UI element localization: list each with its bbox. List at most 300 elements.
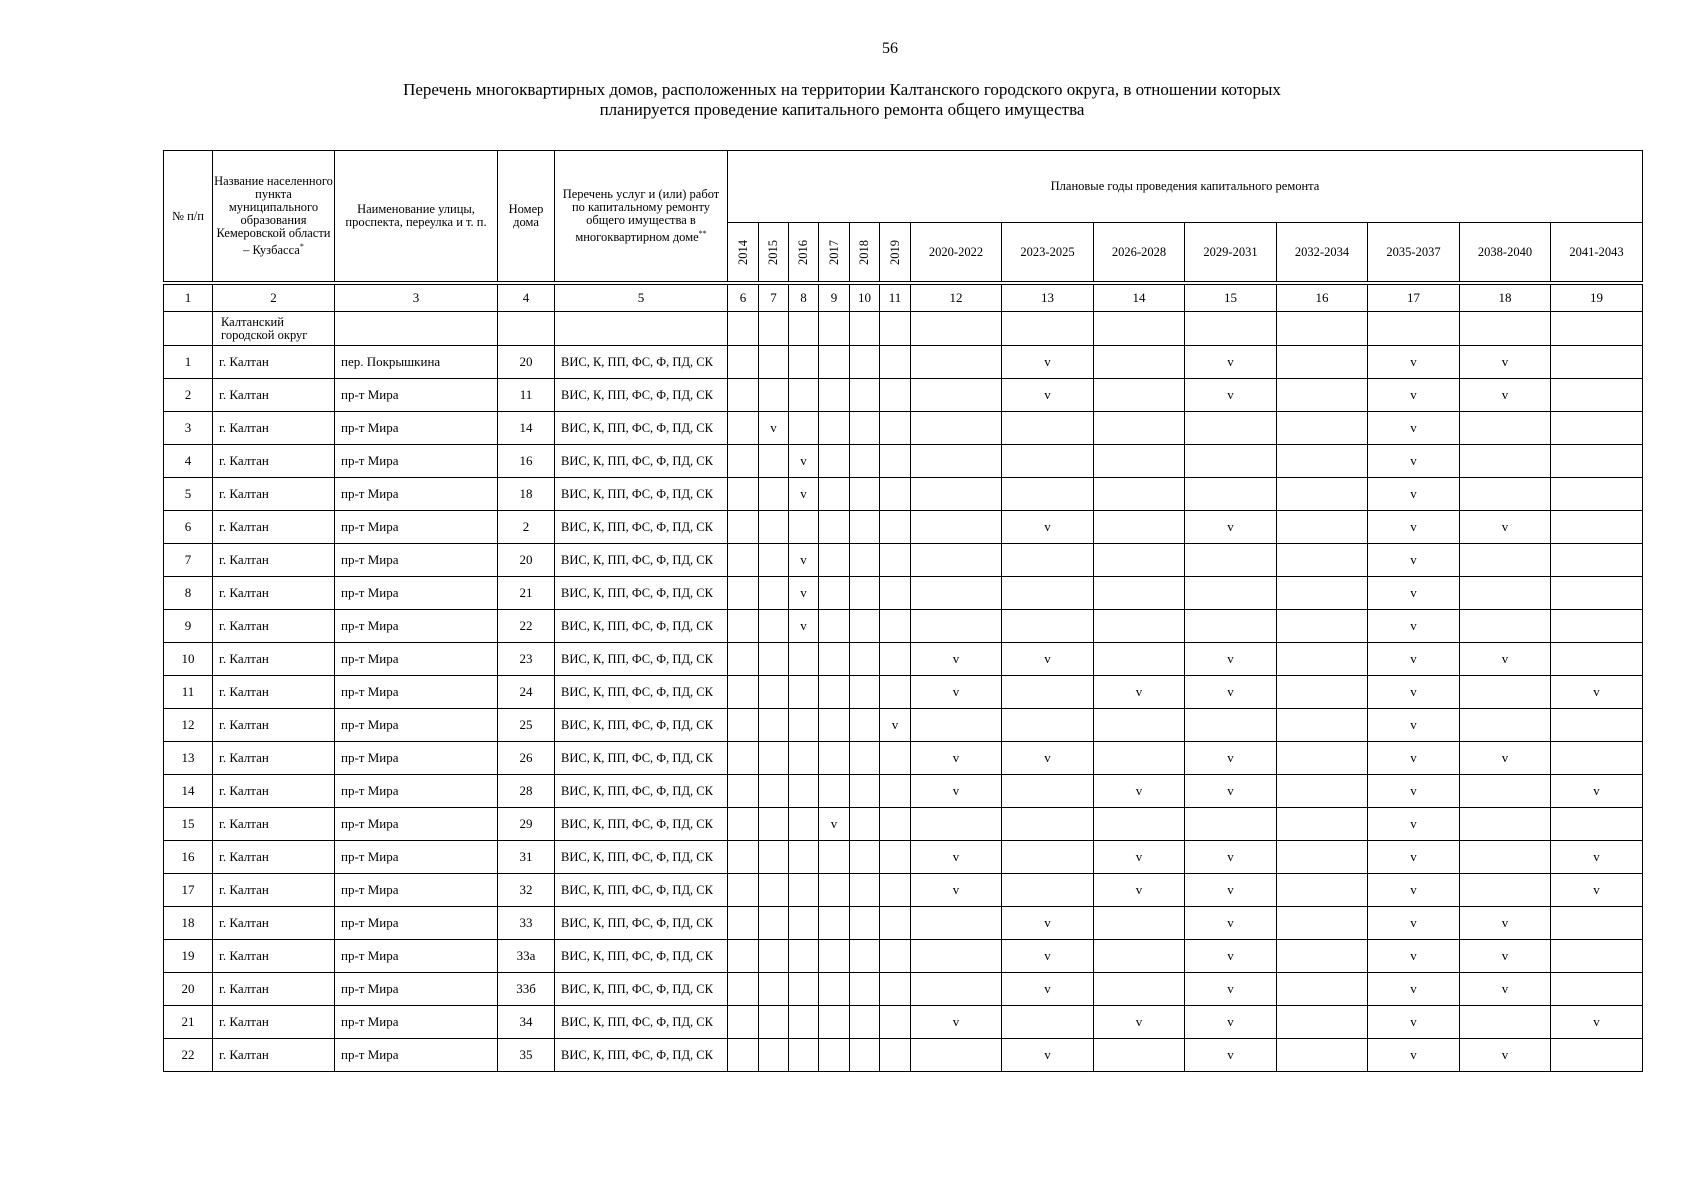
year-mark-cell: [819, 445, 850, 478]
street-cell: пр-т Мира: [335, 511, 498, 544]
street-cell: пр-т Мира: [335, 709, 498, 742]
year-mark-cell: v: [1094, 676, 1185, 709]
year-mark-cell: [789, 676, 819, 709]
year-mark-cell: [728, 940, 759, 973]
works-cell: ВИС, К, ПП, ФС, Ф, ПД, СК: [555, 577, 728, 610]
house-number-cell: 29: [498, 808, 555, 841]
year-mark-cell: [789, 1039, 819, 1072]
column-number: 9: [819, 285, 850, 312]
year-mark-cell: v: [1368, 610, 1460, 643]
row-number: 5: [164, 478, 213, 511]
empty-cell: [1551, 312, 1643, 346]
header-year-label: 2015: [766, 239, 780, 265]
row-number: 4: [164, 445, 213, 478]
year-mark-cell: [789, 742, 819, 775]
header-year-2015: [759, 223, 789, 282]
house-number-cell: 26: [498, 742, 555, 775]
year-mark-cell: [819, 346, 850, 379]
year-mark-cell: [789, 511, 819, 544]
header-works-text: Перечень услуг и (или) работ по капитальному ремонту общего имущества в многоквартирном доме: [562, 186, 720, 245]
row-number: 14: [164, 775, 213, 808]
house-number-cell: 24: [498, 676, 555, 709]
year-mark-cell: v: [1368, 346, 1460, 379]
year-mark-cell: v: [1185, 775, 1277, 808]
year-mark-cell: v: [1002, 973, 1094, 1006]
year-mark-cell: v: [1368, 478, 1460, 511]
year-mark-cell: [1094, 346, 1185, 379]
year-mark-cell: [880, 577, 911, 610]
empty-cell: [911, 312, 1002, 346]
year-mark-cell: [728, 478, 759, 511]
year-mark-cell: v: [1368, 742, 1460, 775]
year-mark-cell: [759, 841, 789, 874]
settlement-cell: г. Калтан: [213, 742, 335, 775]
house-number-cell: 33а: [498, 940, 555, 973]
house-number-cell: 11: [498, 379, 555, 412]
street-cell: пр-т Мира: [335, 775, 498, 808]
street-cell: пр-т Мира: [335, 445, 498, 478]
year-mark-cell: [1002, 775, 1094, 808]
table-row: [164, 1039, 1643, 1072]
year-mark-cell: [911, 478, 1002, 511]
table-row: [164, 379, 1643, 412]
year-mark-cell: v: [789, 610, 819, 643]
column-number: 1: [164, 285, 213, 312]
year-mark-cell: [1277, 841, 1368, 874]
header-settlement: [213, 151, 335, 282]
year-mark-cell: [1551, 544, 1643, 577]
year-mark-cell: v: [1368, 973, 1460, 1006]
year-mark-cell: [819, 544, 850, 577]
row-number: 11: [164, 676, 213, 709]
year-mark-cell: [880, 676, 911, 709]
year-mark-cell: [1094, 709, 1185, 742]
year-mark-cell: [728, 973, 759, 1006]
year-mark-cell: v: [1368, 544, 1460, 577]
table-row: [164, 643, 1643, 676]
empty-cell: [850, 312, 880, 346]
year-mark-cell: v: [1185, 346, 1277, 379]
year-mark-cell: [1460, 412, 1551, 445]
works-cell: ВИС, К, ПП, ФС, Ф, ПД, СК: [555, 709, 728, 742]
year-mark-cell: [1460, 709, 1551, 742]
row-number: 7: [164, 544, 213, 577]
year-mark-cell: [1094, 511, 1185, 544]
year-mark-cell: [850, 412, 880, 445]
header-year-2041-2043: 2041-2043: [1551, 223, 1643, 282]
street-cell: пр-т Мира: [335, 478, 498, 511]
repair-plan-table: [163, 150, 1643, 1072]
empty-cell: [1277, 312, 1368, 346]
empty-cell: [335, 312, 498, 346]
year-mark-cell: [1277, 346, 1368, 379]
works-cell: ВИС, К, ПП, ФС, Ф, ПД, СК: [555, 379, 728, 412]
header-year-2014: [728, 223, 759, 282]
table-row: [164, 577, 1643, 610]
year-mark-cell: [911, 511, 1002, 544]
year-mark-cell: [880, 973, 911, 1006]
year-mark-cell: [1551, 412, 1643, 445]
year-mark-cell: [880, 445, 911, 478]
year-mark-cell: [819, 775, 850, 808]
year-mark-cell: [1185, 610, 1277, 643]
works-cell: ВИС, К, ПП, ФС, Ф, ПД, СК: [555, 511, 728, 544]
year-mark-cell: v: [1368, 511, 1460, 544]
year-mark-cell: [1094, 973, 1185, 1006]
table-row: [164, 544, 1643, 577]
year-mark-cell: [850, 445, 880, 478]
year-mark-cell: v: [1368, 676, 1460, 709]
street-cell: пр-т Мира: [335, 973, 498, 1006]
year-mark-cell: [1551, 940, 1643, 973]
year-mark-cell: [1002, 841, 1094, 874]
column-number: 3: [335, 285, 498, 312]
column-number: 10: [850, 285, 880, 312]
year-mark-cell: [880, 379, 911, 412]
year-mark-cell: [911, 346, 1002, 379]
year-mark-cell: v: [1460, 973, 1551, 1006]
house-number-cell: 32: [498, 874, 555, 907]
year-mark-cell: [850, 577, 880, 610]
year-mark-cell: [819, 511, 850, 544]
year-mark-cell: v: [911, 874, 1002, 907]
year-mark-cell: [1460, 478, 1551, 511]
year-mark-cell: [759, 610, 789, 643]
year-mark-cell: [759, 973, 789, 1006]
year-mark-cell: [1185, 808, 1277, 841]
year-mark-cell: v: [1002, 511, 1094, 544]
year-mark-cell: [911, 709, 1002, 742]
year-mark-cell: [1277, 742, 1368, 775]
header-works-footnote-mark: **: [698, 228, 707, 238]
year-mark-cell: [1460, 676, 1551, 709]
year-mark-cell: [1185, 577, 1277, 610]
year-mark-cell: v: [1185, 940, 1277, 973]
year-mark-cell: [1002, 676, 1094, 709]
house-number-cell: 35: [498, 1039, 555, 1072]
street-cell: пр-т Мира: [335, 1039, 498, 1072]
house-number-cell: 14: [498, 412, 555, 445]
house-number-cell: 20: [498, 346, 555, 379]
year-mark-cell: [1277, 808, 1368, 841]
header-year-2018: [850, 223, 880, 282]
year-mark-cell: [1094, 544, 1185, 577]
year-mark-cell: [759, 709, 789, 742]
house-number-cell: 16: [498, 445, 555, 478]
settlement-cell: г. Калтан: [213, 412, 335, 445]
column-numbers-row: [164, 285, 1643, 312]
header-year-2038-2040: 2038-2040: [1460, 223, 1551, 282]
row-number: 12: [164, 709, 213, 742]
works-cell: ВИС, К, ПП, ФС, Ф, ПД, СК: [555, 808, 728, 841]
house-number-cell: 2: [498, 511, 555, 544]
year-mark-cell: [1460, 775, 1551, 808]
year-mark-cell: [819, 1039, 850, 1072]
year-mark-cell: v: [1460, 940, 1551, 973]
street-cell: пр-т Мира: [335, 676, 498, 709]
year-mark-cell: [880, 775, 911, 808]
year-mark-cell: v: [911, 1006, 1002, 1039]
year-mark-cell: [1551, 1039, 1643, 1072]
page-number: 56: [882, 40, 898, 57]
year-mark-cell: v: [1002, 742, 1094, 775]
year-mark-cell: [1277, 1006, 1368, 1039]
year-mark-cell: v: [1368, 907, 1460, 940]
year-mark-cell: [819, 907, 850, 940]
year-mark-cell: v: [1368, 874, 1460, 907]
settlement-cell: г. Калтан: [213, 577, 335, 610]
header-year-2019: [880, 223, 911, 282]
year-mark-cell: [880, 1006, 911, 1039]
year-mark-cell: [1002, 1006, 1094, 1039]
works-cell: ВИС, К, ПП, ФС, Ф, ПД, СК: [555, 643, 728, 676]
year-mark-cell: [880, 544, 911, 577]
year-mark-cell: [911, 907, 1002, 940]
row-number: 16: [164, 841, 213, 874]
year-mark-cell: [819, 973, 850, 1006]
year-mark-cell: [728, 676, 759, 709]
header-street: Наименование улицы, проспекта, переулка и т. п.: [335, 151, 498, 282]
header-year-2020-2022: 2020-2022: [911, 223, 1002, 282]
works-cell: ВИС, К, ПП, ФС, Ф, ПД, СК: [555, 676, 728, 709]
year-mark-cell: [850, 379, 880, 412]
works-cell: ВИС, К, ПП, ФС, Ф, ПД, СК: [555, 841, 728, 874]
column-number: 12: [911, 285, 1002, 312]
year-mark-cell: [789, 907, 819, 940]
year-mark-cell: [1002, 610, 1094, 643]
year-mark-cell: v: [789, 478, 819, 511]
empty-cell: [1368, 312, 1460, 346]
year-mark-cell: [1551, 709, 1643, 742]
year-mark-cell: [1277, 676, 1368, 709]
works-cell: ВИС, К, ПП, ФС, Ф, ПД, СК: [555, 907, 728, 940]
settlement-cell: г. Калтан: [213, 808, 335, 841]
year-mark-cell: [1460, 445, 1551, 478]
section-row: [164, 312, 1643, 346]
table-row: [164, 874, 1643, 907]
year-mark-cell: v: [911, 742, 1002, 775]
year-mark-cell: v: [911, 643, 1002, 676]
street-cell: пр-т Мира: [335, 940, 498, 973]
year-mark-cell: v: [1185, 874, 1277, 907]
year-mark-cell: [1460, 841, 1551, 874]
year-mark-cell: [789, 412, 819, 445]
year-mark-cell: [850, 742, 880, 775]
year-mark-cell: [728, 709, 759, 742]
year-mark-cell: [1551, 742, 1643, 775]
year-mark-cell: [1094, 643, 1185, 676]
year-mark-cell: v: [1185, 973, 1277, 1006]
year-mark-cell: [880, 643, 911, 676]
settlement-cell: г. Калтан: [213, 775, 335, 808]
house-number-cell: 34: [498, 1006, 555, 1039]
year-mark-cell: v: [1368, 643, 1460, 676]
year-mark-cell: [1094, 940, 1185, 973]
year-mark-cell: [1185, 445, 1277, 478]
year-mark-cell: v: [911, 775, 1002, 808]
empty-cell: [759, 312, 789, 346]
street-cell: пр-т Мира: [335, 379, 498, 412]
year-mark-cell: [1551, 346, 1643, 379]
year-mark-cell: [850, 709, 880, 742]
year-mark-cell: [1185, 544, 1277, 577]
year-mark-cell: v: [1460, 346, 1551, 379]
year-mark-cell: v: [1002, 346, 1094, 379]
street-cell: пр-т Мира: [335, 742, 498, 775]
house-number-cell: 20: [498, 544, 555, 577]
header-year-label: 2019: [887, 239, 902, 265]
year-mark-cell: [911, 544, 1002, 577]
year-mark-cell: v: [1460, 511, 1551, 544]
year-mark-cell: v: [1368, 709, 1460, 742]
header-year-label: 2017: [826, 239, 841, 265]
title-line-2: планируется проведение капитального ремонта общего имущества: [599, 100, 1085, 119]
settlement-cell: г. Калтан: [213, 346, 335, 379]
year-mark-cell: v: [1551, 1006, 1643, 1039]
house-number-cell: 28: [498, 775, 555, 808]
street-cell: пр-т Мира: [335, 874, 498, 907]
year-mark-cell: [911, 973, 1002, 1006]
row-number: 13: [164, 742, 213, 775]
year-mark-cell: v: [1185, 511, 1277, 544]
year-mark-cell: [1277, 511, 1368, 544]
street-cell: пр-т Мира: [335, 544, 498, 577]
year-mark-cell: [1185, 412, 1277, 445]
year-mark-cell: [728, 445, 759, 478]
year-mark-cell: [728, 841, 759, 874]
empty-cell: [555, 312, 728, 346]
row-number: 20: [164, 973, 213, 1006]
settlement-cell: г. Калтан: [213, 544, 335, 577]
year-mark-cell: v: [1551, 676, 1643, 709]
year-mark-cell: [1277, 973, 1368, 1006]
house-number-cell: 33б: [498, 973, 555, 1006]
year-mark-cell: [1551, 808, 1643, 841]
year-mark-cell: [819, 643, 850, 676]
settlement-cell: г. Калтан: [213, 610, 335, 643]
settlement-cell: г. Калтан: [213, 511, 335, 544]
year-mark-cell: [880, 907, 911, 940]
year-mark-cell: [759, 940, 789, 973]
year-mark-cell: [759, 907, 789, 940]
year-mark-cell: [1277, 478, 1368, 511]
year-mark-cell: [789, 709, 819, 742]
year-mark-cell: [880, 874, 911, 907]
street-cell: пр-т Мира: [335, 841, 498, 874]
row-number: 22: [164, 1039, 213, 1072]
works-cell: ВИС, К, ПП, ФС, Ф, ПД, СК: [555, 346, 728, 379]
year-mark-cell: [819, 841, 850, 874]
year-mark-cell: [1551, 610, 1643, 643]
year-mark-cell: [1551, 379, 1643, 412]
header-year-label: 2016: [796, 239, 810, 265]
header-settlement-text: Название населенного пункта муниципального образования Кемеровской области – Кузбасса: [214, 173, 333, 258]
year-mark-cell: [759, 874, 789, 907]
table-row: [164, 775, 1643, 808]
street-cell: пр-т Мира: [335, 808, 498, 841]
year-mark-cell: [728, 511, 759, 544]
empty-cell: [498, 312, 555, 346]
row-number: 1: [164, 346, 213, 379]
settlement-cell: г. Калтан: [213, 676, 335, 709]
year-mark-cell: [1094, 379, 1185, 412]
year-mark-cell: [1277, 379, 1368, 412]
house-number-cell: 23: [498, 643, 555, 676]
year-mark-cell: [789, 1006, 819, 1039]
year-mark-cell: [728, 808, 759, 841]
empty-cell: [819, 312, 850, 346]
year-mark-cell: [728, 577, 759, 610]
year-mark-cell: [1094, 742, 1185, 775]
table-row: [164, 907, 1643, 940]
year-mark-cell: [728, 610, 759, 643]
table-row: [164, 610, 1643, 643]
year-mark-cell: [880, 478, 911, 511]
year-mark-cell: v: [1002, 1039, 1094, 1072]
year-mark-cell: [1002, 412, 1094, 445]
street-cell: пр-т Мира: [335, 412, 498, 445]
year-mark-cell: v: [911, 841, 1002, 874]
house-number-cell: 33: [498, 907, 555, 940]
year-mark-cell: v: [1460, 907, 1551, 940]
empty-cell: [1185, 312, 1277, 346]
year-mark-cell: [759, 577, 789, 610]
row-number: 15: [164, 808, 213, 841]
year-mark-cell: [759, 808, 789, 841]
year-mark-cell: [850, 610, 880, 643]
year-mark-cell: [759, 1039, 789, 1072]
year-mark-cell: [911, 940, 1002, 973]
house-number-cell: 21: [498, 577, 555, 610]
year-mark-cell: v: [1368, 808, 1460, 841]
year-mark-cell: [728, 346, 759, 379]
year-mark-cell: [1551, 445, 1643, 478]
header-year-label: 2014: [735, 239, 750, 265]
year-mark-cell: v: [1368, 940, 1460, 973]
header-year-2026-2028: 2026-2028: [1094, 223, 1185, 282]
empty-cell: [789, 312, 819, 346]
table-row: [164, 346, 1643, 379]
header-year-2016: [789, 223, 819, 282]
year-mark-cell: [759, 544, 789, 577]
year-mark-cell: [728, 412, 759, 445]
header-year-2029-2031: 2029-2031: [1185, 223, 1277, 282]
year-mark-cell: [911, 808, 1002, 841]
year-mark-cell: [1277, 577, 1368, 610]
house-number-cell: 22: [498, 610, 555, 643]
year-mark-cell: [1277, 643, 1368, 676]
year-mark-cell: v: [1185, 643, 1277, 676]
year-mark-cell: [1094, 808, 1185, 841]
year-mark-cell: [850, 544, 880, 577]
works-cell: ВИС, К, ПП, ФС, Ф, ПД, СК: [555, 1039, 728, 1072]
header-house-number: Номер дома: [498, 151, 555, 282]
year-mark-cell: [1277, 775, 1368, 808]
year-mark-cell: [850, 643, 880, 676]
year-mark-cell: [1277, 445, 1368, 478]
row-number: 2: [164, 379, 213, 412]
street-cell: пр-т Мира: [335, 1006, 498, 1039]
column-number: 14: [1094, 285, 1185, 312]
year-mark-cell: [1002, 478, 1094, 511]
works-cell: ВИС, К, ПП, ФС, Ф, ПД, СК: [555, 973, 728, 1006]
year-mark-cell: v: [1368, 412, 1460, 445]
year-mark-cell: [1460, 544, 1551, 577]
year-mark-cell: [789, 346, 819, 379]
table-row: [164, 511, 1643, 544]
year-mark-cell: [850, 478, 880, 511]
year-mark-cell: [759, 445, 789, 478]
